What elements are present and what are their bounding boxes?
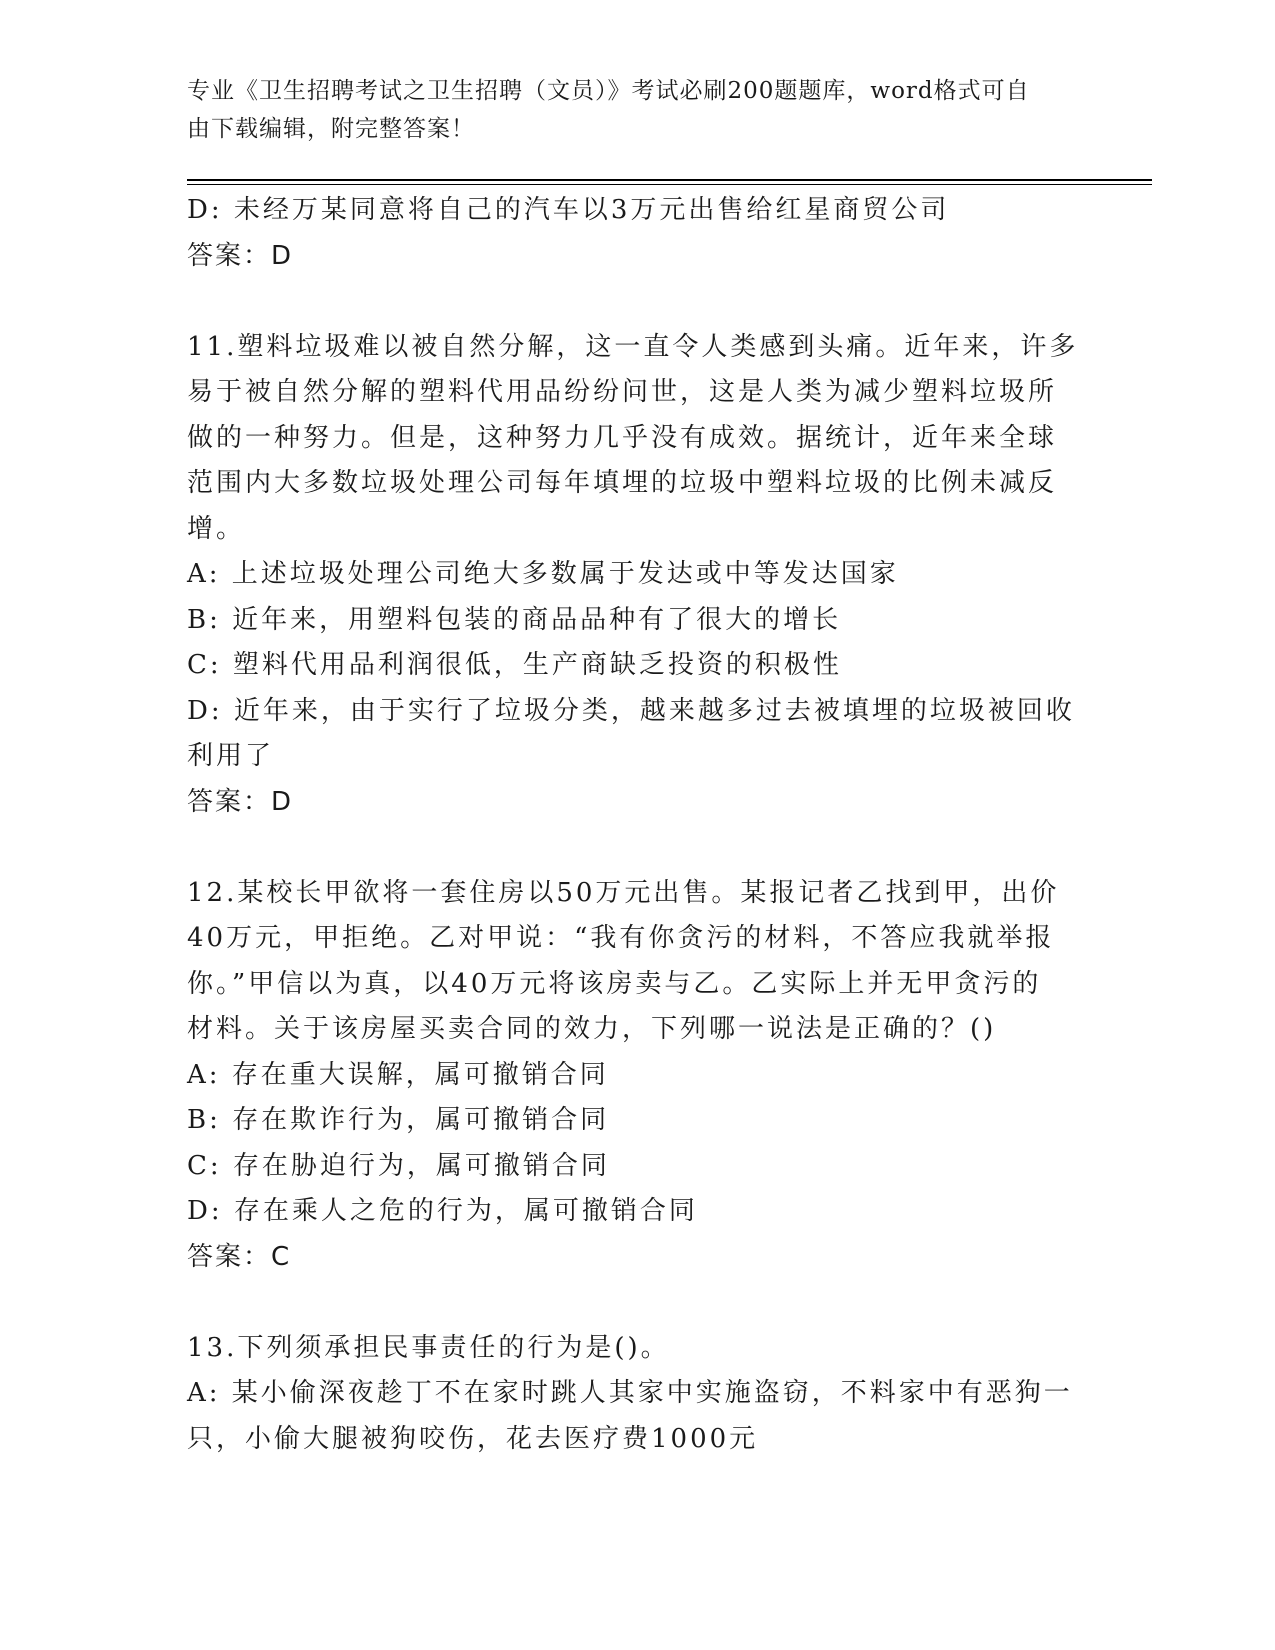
q11-option-a: A: 上述垃圾处理公司绝大多数属于发达或中等发达国家 [187,559,899,589]
spacer [187,825,1087,871]
header-divider-thick [187,179,1152,181]
question-content [187,188,1087,1462]
q12-stem-line: 12.某校长甲欲将一套住房以50万元出售。某报记者乙找到甲，出价 [187,877,1060,908]
q12-option-c: C: 存在胁迫行为，属可撤销合同 [187,1150,610,1181]
q12-option-d: D: 存在乘人之危的行为，属可撤销合同 [187,1196,698,1226]
header-divider-thin [187,184,1152,185]
q11-answer: 答案：D [187,786,294,817]
q11-stem-line: 做的一种努力。但是，这种努力几乎没有成效。据统计，近年来全球 [187,422,1058,453]
q12-option-b: B: 存在欺诈行为，属可撤销合同 [187,1105,610,1135]
spacer [187,279,1087,325]
q11-option-d: D: 近年来，由于实行了垃圾分类，越来越多过去被填埋的垃圾被回收 [187,695,1075,726]
question-10 [187,188,1087,279]
q12-option-a: A: 存在重大误解，属可撤销合同 [187,1059,609,1090]
q11-stem-line: 增。 [187,513,246,544]
spacer [187,1280,1087,1326]
q10-option-d: D: 未经万某同意将自己的汽车以3万元出售给红星商贸公司 [187,195,950,225]
q11-option-b: B: 近年来，用塑料包装的商品品种有了很大的增长 [187,604,842,635]
header-line-1: 专业《卫生招聘考试之卫生招聘（文员）》考试必刷200题题库，word格式可自 [187,78,1030,104]
q13-option-a: A: 某小偷深夜趁丁不在家时跳人其家中实施盗窃，不料家中有恶狗一 [187,1378,1073,1408]
header-line-2: 由下载编辑，附完整答案！ [187,116,475,142]
q11-stem-line: 范围内大多数垃圾处理公司每年填埋的垃圾中塑料垃圾的比例未减反 [187,468,1058,498]
q11-stem-line: 11.塑料垃圾难以被自然分解，这一直令人类感到头痛。近年来，许多 [187,331,1079,362]
q13-option-a-continued: 只，小偷大腿被狗咬伤，花去医疗费1000元 [187,1423,759,1454]
document-header [187,72,1087,148]
q12-stem-line: 你。”甲信以为真，以40万元将该房卖与乙。乙实际上并无甲贪污的 [187,968,1042,999]
q11-option-d-continued: 利用了 [187,741,275,771]
question-11 [187,325,1087,826]
q12-stem-line: 材料。关于该房屋买卖合同的效力，下列哪一说法是正确的？() [187,1014,997,1044]
q13-stem-line: 13.下列须承担民事责任的行为是()。 [187,1332,670,1363]
question-13 [187,1326,1087,1463]
question-12 [187,871,1087,1281]
q12-stem-line: 40万元，甲拒绝。乙对甲说：“我有你贪污的材料，不答应我就举报 [187,923,1055,953]
q10-answer: 答案：D [187,240,294,271]
q12-answer: 答案：C [187,1241,292,1272]
q11-stem-line: 易于被自然分解的塑料代用品纷纷问世，这是人类为减少塑料垃圾所 [187,377,1058,407]
q11-option-c: C: 塑料代用品利润很低，生产商缺乏投资的积极性 [187,650,842,680]
